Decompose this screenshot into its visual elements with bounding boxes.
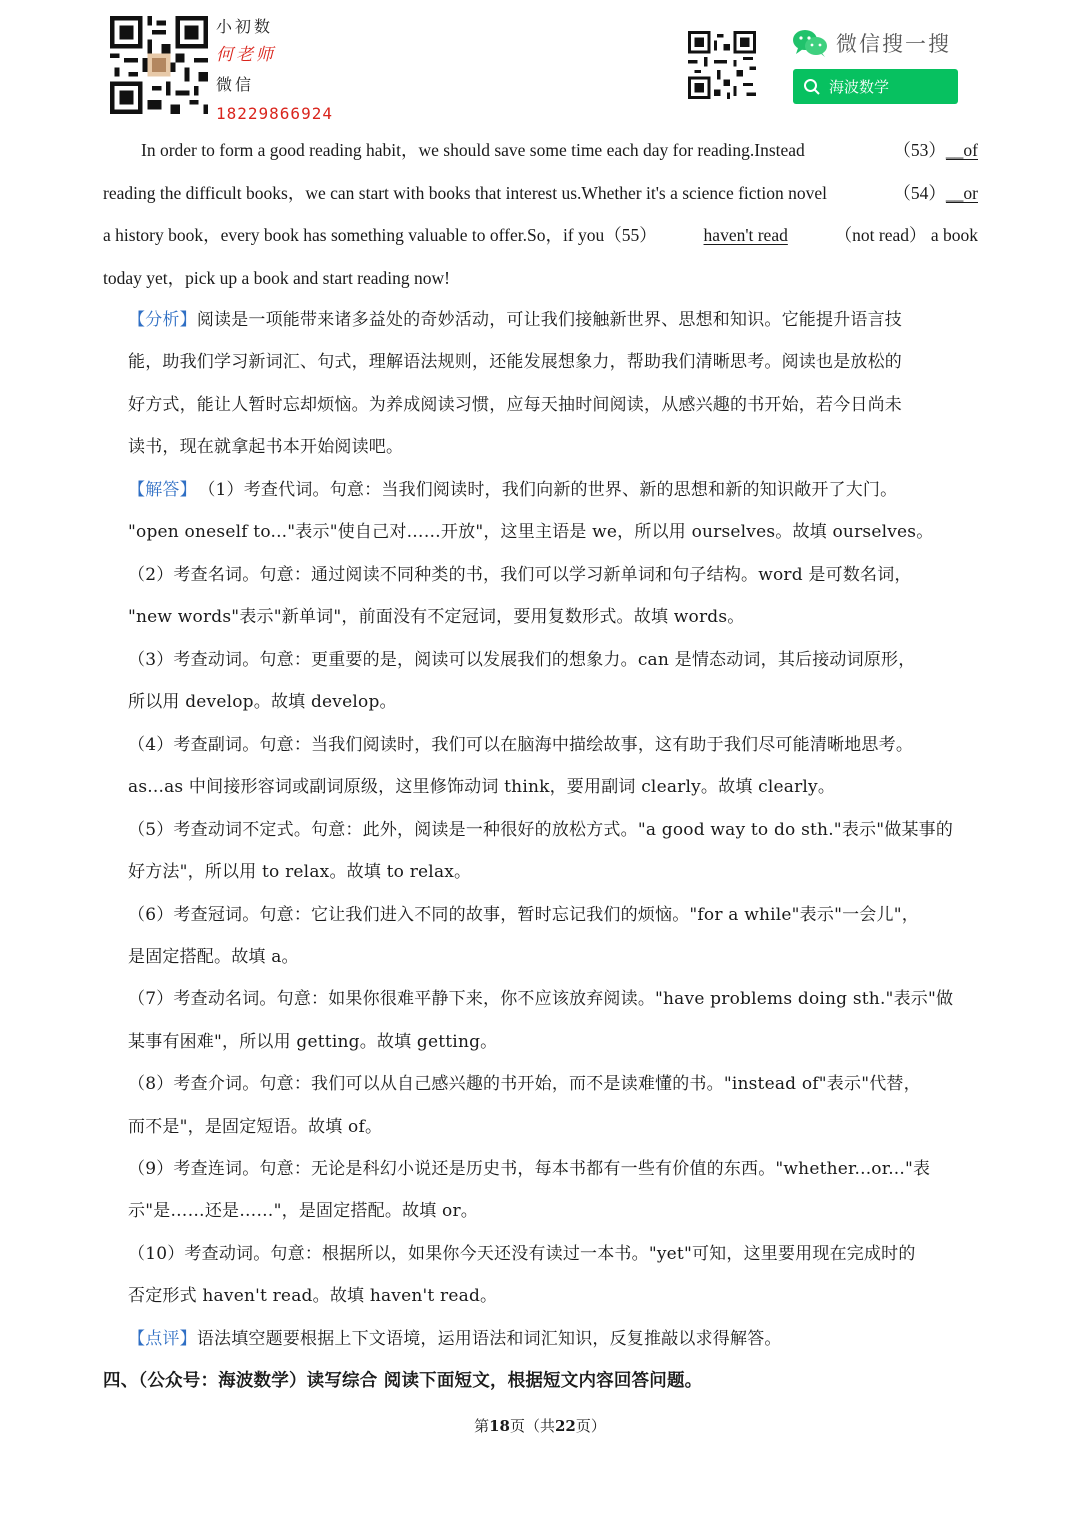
answer-line: 是固定搭配。故填 a。 (128, 947, 299, 967)
analysis-line-3: 好方式，能让人暂时忘却烦恼。为养成阅读习惯，应每天抽时间阅读，从感兴趣的书开始，若今日尚未 (128, 395, 902, 415)
answer-line: （5）考查动词不定式。句意：此外，阅读是一种很好的放松方式。"a good way to do sth."表示"做某事的 (128, 820, 954, 840)
page-footer (0, 1415, 1080, 1436)
contact-phone: 18229866924 (216, 104, 333, 123)
total-pages: 22 (555, 1417, 576, 1435)
answer-line: （7）考查动名词。句意：如果你很难平静下来，你不应该放弃阅读。"have problems doing sth."表示"做 (128, 989, 954, 1009)
answer-line: 某事有困难"，所以用 getting。故填 getting。 (128, 1032, 498, 1052)
footer-text: 第 (474, 1417, 490, 1435)
answer-line: 所以用 develop。故填 develop。 (128, 692, 397, 712)
comment-line (128, 1327, 782, 1351)
comment-text: 语法填空题要根据上下文语境，运用语法和词汇知识，反复推敲以求得解答。 (196, 1329, 782, 1349)
answer-line: （6）考查冠词。句意：它让我们进入不同的故事，暂时忘记我们的烦恼。"for a while"表示"一会儿"， (128, 905, 919, 925)
passage-text: In order to form a good reading habit，we should save some time each day for reading.Instead (141, 140, 805, 160)
analysis-tag: 【分析】 (128, 310, 197, 330)
answer-line: （10）考查动词。句意：根据所以，如果你今天还没有读过一本书。"yet"可知，这里要用现在完成时的 (128, 1244, 916, 1264)
answer-line: （2）考查名词。句意：通过阅读不同种类的书，我们可以学习新单词和句子结构。word 是可数名词， (128, 565, 912, 585)
passage-line-4: today yet，pick up a book and start reading now! (103, 268, 450, 288)
answer-tag: 【解答】 (128, 480, 197, 500)
page-number: 18 (489, 1417, 510, 1435)
blank-answer: __or (945, 183, 978, 203)
answer-line: 而不是"，是固定短语。故填 of。 (128, 1117, 383, 1137)
footer-text: 页（共 (509, 1417, 555, 1435)
passage-line-2 (103, 181, 978, 205)
passage-text: a history book，every book has something valuable to offer.So，if you（55） (103, 225, 657, 245)
passage-line-3 (103, 223, 978, 247)
answer-line: "open oneself to..."表示"使自己对……开放"，这里主语是 we，所以用 ourselves。故填 ourselves。 (128, 522, 934, 542)
section-heading: 四、（公众号：海波数学）读写综合 阅读下面短文，根据短文内容回答问题。 (103, 1371, 703, 1391)
analysis-line-4: 读书，现在就拿起书本开始阅读吧。 (128, 437, 404, 457)
blank-number: （53） (893, 140, 946, 160)
search-box-label: 海波数学 (829, 78, 890, 96)
blank-answer: __of (945, 140, 978, 160)
answer-line: （4）考查副词。句意：当我们阅读时，我们可以在脑海中描绘故事，这有助于我们尽可能清晰地思考。 (128, 735, 914, 755)
answer-line-1 (128, 478, 897, 502)
passage-text: reading the difficult books，we can start with books that interest us.Whether it's a science fiction novel (103, 183, 828, 203)
contact-qr-code (110, 16, 208, 114)
contact-line-3: 微信 (216, 75, 255, 94)
wechat-search-box[interactable] (793, 69, 958, 104)
contact-line-1: 小初数 (216, 17, 274, 36)
contact-info (216, 12, 333, 128)
answer-line: 否定形式 haven't read。故填 haven't read。 (128, 1286, 498, 1306)
answer-line: as...as 中间接形容词或副词原级，这里修饰动词 think，要用副词 clearly。故填 clearly。 (128, 777, 836, 797)
passage-text: （not read） a book (834, 225, 978, 245)
wechat-search-banner (792, 28, 951, 58)
answer-line: （3）考查动词。句意：更重要的是，阅读可以发展我们的想象力。can 是情态动词，其后接动词原形， (128, 650, 916, 670)
wechat-search-text: 微信搜一搜 (836, 32, 951, 56)
contact-teacher-name: 何老师 (216, 45, 276, 65)
analysis-line-2: 能，助我们学习新词汇、句式，理解语法规则，还能发展想象力，帮助我们清晰思考。阅读也是放松的 (128, 352, 902, 372)
search-icon (803, 78, 821, 96)
blank-number: （54） (893, 183, 946, 203)
answer-line: 好方法"，所以用 to relax。故填 to relax。 (128, 862, 472, 882)
blank-answer: haven't read (703, 225, 788, 245)
passage-line-1 (103, 138, 978, 162)
answer-line: 示"是……还是……"，是固定搭配。故填 or。 (128, 1201, 479, 1221)
analysis-text: 阅读是一项能带来诸多益处的奇妙活动，可让我们接触新世界、思想和知识。它能提升语言技 (196, 310, 903, 330)
answer-line: （8）考查介词。句意：我们可以从自己感兴趣的书开始，而不是读难懂的书。"instead of"表示"代替， (128, 1074, 921, 1094)
wechat-icon (792, 29, 828, 57)
answer-line: （9）考查连词。句意：无论是科幻小说还是历史书，每本书都有一些有价值的东西。"whether...or..."表 (128, 1159, 931, 1179)
footer-text: 页） (575, 1417, 606, 1435)
analysis-line-1 (128, 308, 902, 332)
answer-text: （1）考查代词。句意：当我们阅读时，我们向新的世界、新的思想和新的知识敞开了大门。 (206, 480, 898, 500)
answer-line: "new words"表示"新单词"，前面没有不定冠词，要用复数形式。故填 words。 (128, 607, 745, 627)
comment-tag: 【点评】 (128, 1329, 197, 1349)
wechat-qr-code (688, 31, 756, 99)
